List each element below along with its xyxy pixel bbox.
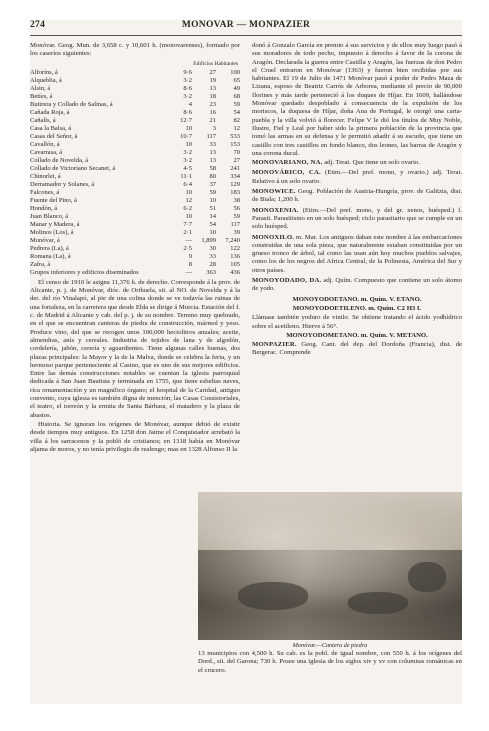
table-cell-dist: 9 — [188, 252, 192, 260]
table-cell-name: Casa la Balsa, á — [30, 124, 72, 132]
entry-head: MONOWICE. — [252, 188, 296, 196]
table-cell-dist: 10 — [185, 212, 192, 220]
table-cell-name: Cavallón, á — [30, 140, 60, 148]
table-cell-edif: 363 — [206, 268, 216, 276]
table-cell-name: Cañalís, á — [30, 116, 56, 124]
entry-head: MONOVARIANO, NA. — [252, 159, 323, 167]
table-cell-hab: 65 — [233, 76, 240, 84]
table-cell-dist: 6·2 — [183, 204, 192, 212]
table-cell-dist: 10 — [185, 140, 192, 148]
table-row — [30, 221, 240, 229]
table-cell-name: Falcones, á — [30, 188, 60, 196]
table-cell-hab: 129 — [230, 180, 240, 188]
entry-text: Geog. Cant. del dep. del Dordoña (Francia), dist. de Bergerac. Comprende — [252, 341, 463, 357]
table-cell-dist: 2·5 — [183, 244, 192, 252]
left-paragraph-1: El censo de 1910 le asigna 11,376 h. de derecho. Corresponde á la prov. de Alicante, p. j. de Monóvar, dióc. de Orihuela, sit. al NO. de Novelda y á la der. del río Vinalapó, al pie de una colina donde se ve todavía las ruinas de una fortaleza, en la carretera que desde Elda se dirige á Murcia. Estación del f. c. de Madrid á Alicante y cab. del p. j. de su nombre. Terreno muy quebrado, en el que se encuentran canteras de piedra de construcción, mármol y yeso. Produce vino, del que se recogen unos 100,000 hectolitros anuales; aceite, almendras, anís y cereales. Industria de tejidos de lana y de algodón, cordelería, jabón, cerería y aguardientes. Tiene algunas calles buenas, dos plazas principales: la Mayor y la de la Malva, donde se celebra la feria, y un hermoso parque perteneciente al Casino, que es uno de sus mejores edificios. Entre las demás construcciones notables se cuentan la iglesia parroquial dedicada á San Juan Bautista y terminada en 1755, que tiene esbeltas naves, rica ornamentación y un magnífico órgano; el hospital de la Caridad, antiguo convento, cuya iglesia es también digna de mención; las Casas Consistoriales, el teatro, el torreón y la ermita de Santa Bárbara, el matadero y la plaza de abastos. — [30, 278, 240, 419]
table-cell-name: Alqueblia, á — [30, 76, 62, 84]
table-cell-edif: 13 — [209, 148, 216, 156]
table-cell-edif: 59 — [209, 188, 216, 196]
dictionary-entry — [252, 169, 462, 186]
table-cell-hab: 136 — [230, 252, 240, 260]
entry-head: MONOVÁRICO, CA. — [252, 169, 321, 177]
table-cell-hab: 59 — [233, 212, 240, 220]
table-cell-edif: 18 — [209, 92, 216, 100]
table-cell-edif: 117 — [206, 132, 216, 140]
table-cell-edif: 28 — [209, 260, 216, 268]
table-row — [30, 213, 240, 221]
right-paragraph-1: donó á Gonzalo García en premio á sus servicios y de ellos muy luego pasó á sus moradores de todo pecho, impuesto á derecho á favor de la corona de Aragón. Declarada la guerra entre Castilla y Aragón, las fuerzas de don Pedro el Cruel entraron en Monóvar (1363) y fueron bien recibidas por sus habitantes. El 19 de Julio de 1471 Monóvar pasó á poder de Pedro Maza de Lizana, esposo de Beatriz Carrós de Arborea, mediante el precio de 90,000 florines y más tarde perteneció á los duques de Híjar. En 1609, hallándose Monóvar quedado despoblado á consecuencia de la expulsión de los moriscos, la duquesa de Híjar, doña Ana de Portugal, le otorgó una carta-puebla y la villa volvió á florecer. Felipe V le dió los títulos de Muy Noble, Ilustre, Fiel y Leal por haber sido la primera población de la provincia que tomó las armas en su defensa y le permitió añadir á su escudo, que tiene un castillo con tres castillos en fondo blanco, dos leones, las barras de Aragón y una corona ducal. — [252, 42, 462, 157]
table-cell-dist: 4·5 — [183, 164, 192, 172]
dictionary-entry — [252, 207, 462, 232]
table-cell-edif: 33 — [209, 252, 216, 260]
entry-head: MONPAZIER. — [252, 341, 297, 349]
table-cell-name: Juan Blanco, á — [30, 212, 69, 220]
table-cell-name: Collado de Novelda, á — [30, 156, 89, 164]
table-cell-dist: 3·2 — [183, 148, 192, 156]
table-cell-hab: 56 — [233, 204, 240, 212]
table-row — [30, 157, 240, 165]
table-cell-edif: 3 — [212, 124, 216, 132]
table-row — [30, 165, 240, 173]
table-cell-dist: 8·6 — [183, 108, 192, 116]
right-column — [252, 42, 462, 360]
table-cell-edif: 27 — [209, 68, 216, 76]
table-cell-hab: 100 — [230, 68, 240, 76]
table-cell-dist: 8·6 — [183, 84, 192, 92]
table-row — [30, 101, 240, 109]
table-cell-edif: 16 — [209, 108, 216, 116]
table-cell-edif: 21 — [209, 116, 216, 124]
entry-text: adj. Terat. Que tiene un solo ovario. — [324, 159, 420, 167]
table-row — [30, 261, 240, 269]
table-cell-name: Collado de Victoriano Secanet, á — [30, 164, 116, 172]
left-column — [30, 42, 240, 455]
table-cell-edif: 10 — [209, 228, 216, 236]
dictionary-entry — [252, 159, 462, 167]
table-cell-hab: 68 — [233, 92, 240, 100]
table-cell-hab: 105 — [230, 260, 240, 268]
entry-text: (Etim.—Del pref. mono, y ovario.) adj. Terat. Relativo á un solo ovario. — [252, 169, 462, 185]
table-row — [30, 237, 240, 245]
table-cell-dist: 3·2 — [183, 156, 192, 164]
dictionary-entries — [252, 159, 462, 293]
photo-detail — [408, 562, 446, 592]
table-cell-edif: 58 — [209, 164, 216, 172]
table-row — [30, 85, 240, 93]
dictionary-entry — [252, 341, 462, 358]
table-cell-edif: 13 — [209, 84, 216, 92]
table-cell-dist: 7·7 — [183, 220, 192, 228]
table-row — [30, 269, 240, 277]
table-row — [30, 69, 240, 77]
table-cell-name: Cavarrasa, á — [30, 148, 63, 156]
table-cell-dist: 10 — [185, 188, 192, 196]
table-cell-hab: 38 — [233, 196, 240, 204]
table-cell-hab: 27 — [233, 156, 240, 164]
table-cell-hab: 7,240 — [225, 236, 240, 244]
table-cell-name: Alforíns, á — [30, 68, 58, 76]
table-cell-dist: 6·4 — [183, 180, 192, 188]
table-row — [30, 181, 240, 189]
table-cell-name: Grupos inferiores y edificios diseminados — [30, 268, 139, 276]
table-cell-name: Casas del Señor, á — [30, 132, 78, 140]
entry-text: adj. Quím. Compuesto que contiene un solo átomo de yodo. — [252, 277, 462, 293]
table-cell-dist: 9·6 — [183, 68, 192, 76]
table-cell-hab: 153 — [230, 140, 240, 148]
table-cell-name: Betíes, á — [30, 92, 53, 100]
table-row — [30, 253, 240, 261]
table-cell-dist: — — [185, 236, 192, 244]
page-title: MONOVAR — MONPAZIER — [181, 20, 311, 30]
table-cell-edif: 30 — [209, 244, 216, 252]
table-cell-hab: 334 — [230, 172, 240, 180]
center-head: MONOYODOMETANO. m. Quím. V. METANO. — [286, 331, 428, 339]
table-cell-edif: 13 — [209, 156, 216, 164]
table-cell-hab: 183 — [230, 188, 240, 196]
bottom-text: 13 municipios con 4,500 h. Su cab. es la pobl. de igual nombre, con 550 h. á los orígenes del Dord., sit. del Garona; 730 h. Posee una iglesia de los siglos xiv y xv con columnas románicas en el crucero. — [198, 650, 462, 674]
table-cell-dist: 12·7 — [180, 116, 192, 124]
places-table — [30, 69, 240, 277]
table-cell-name: Chinorlet, á — [30, 172, 61, 180]
table-row — [30, 229, 240, 237]
table-cell-dist: 2·1 — [183, 228, 192, 236]
table-cell-dist: 10 — [185, 124, 192, 132]
table-cell-name: Cañada Roja, á — [30, 108, 70, 116]
table-cell-dist: 10·7 — [180, 132, 192, 140]
table-cell-edif: 54 — [209, 220, 216, 228]
photo-caption: Monóvar.—Cantera de piedra — [292, 642, 368, 649]
table-row — [30, 173, 240, 181]
dictionary-entry — [252, 234, 462, 275]
header-rule — [30, 35, 462, 36]
table-cell-name: Derramador y Solanes, á — [30, 180, 95, 188]
table-cell-edif: 37 — [209, 180, 216, 188]
table-row — [30, 77, 240, 85]
table-cell-name: Manar y Madera, á — [30, 220, 80, 228]
table-cell-name: Pedrera (La), á — [30, 244, 69, 252]
table-cell-dist: 3·2 — [183, 92, 192, 100]
center-head: MONOYODOETILENO. m. Quím. C2 H3 I. — [292, 304, 422, 312]
table-cell-edif: 1,899 — [201, 236, 216, 244]
entry-text: Geog. Población de Austria-Hungría, prov. de Galitzia, dist. de Biala; 1,200 h. — [252, 188, 463, 204]
table-row — [30, 149, 240, 157]
table-cell-edif: 23 — [209, 100, 216, 108]
table-row — [30, 205, 240, 213]
table-cell-hab: 59 — [233, 100, 240, 108]
table-header: Edificios Habitantes — [193, 60, 238, 67]
table-cell-edif: 10 — [209, 196, 216, 204]
table-cell-name: Molinos (Los), á — [30, 228, 74, 236]
table-row — [30, 245, 240, 253]
entry-text: m. Mar. Los antiguos daban este nombre á las embarcaciones construidas de una sola pieza, que naturalmente estaban constituidas por un grueso tronco de árbol, tal como las usan aún hoy muchos pueblos salvajes, como los de los negros del Africa Central, de la Polinesia, América del Sur y otros países. — [252, 233, 463, 274]
quarry-photo — [198, 492, 462, 640]
entry-text: (Etim.—Del pref. mono, y del gr. xenos, huésped.) f. Parasit. Parasitismo en un solo huésped; ciclo parasitario que se cumple en un solo huésped. — [252, 206, 462, 231]
entry-head: MONOXILO. — [252, 233, 295, 241]
table-cell-hab: 82 — [233, 116, 240, 124]
table-row — [30, 117, 240, 125]
left-paragraph-history: Historia. Se ignoran los orígenes de Monóvar, aunque debió de existir desde tiempos muy antiguos. En 1258 don Jaime el Conquistador arrebató la villa á los sarracenos y la pobló de cristianos; en 1318 había en Monóvar aljama de moros, y no tenía privilegio de realengo; mas en 1328 Alfonso II la — [30, 420, 240, 453]
after-center-text: Llámase también yoduro de vinilo. Se obtiene tratando el ácido yodhídrico sobre el acetileno. Hierve á 56°. — [252, 314, 462, 330]
table-cell-hab: 54 — [233, 108, 240, 116]
table-cell-dist: — — [185, 268, 192, 276]
table-cell-hab: 241 — [230, 164, 240, 172]
table-cell-hab: 533 — [230, 132, 240, 140]
photo-detail — [238, 582, 308, 610]
table-cell-hab: 49 — [233, 84, 240, 92]
table-row — [30, 133, 240, 141]
table-cell-hab: 436 — [230, 268, 240, 276]
table-cell-edif: 14 — [209, 212, 216, 220]
center-head: MONOYODOETANO. m. Quím. V. ETANO. — [292, 295, 422, 303]
table-cell-name: Romana (La), á — [30, 252, 71, 260]
page — [30, 20, 462, 704]
table-cell-dist: 3·2 — [183, 76, 192, 84]
table-cell-edif: 80 — [209, 172, 216, 180]
entry-head: MONOYODADO, DA. — [252, 277, 322, 285]
dictionary-entry — [252, 277, 462, 294]
table-cell-edif: 19 — [209, 76, 216, 84]
table-cell-dist: 11·1 — [180, 172, 192, 180]
page-header — [30, 20, 462, 34]
table-cell-dist: 8 — [188, 260, 192, 268]
table-cell-edif: 51 — [209, 204, 216, 212]
table-cell-hab: 70 — [233, 148, 240, 156]
table-row — [30, 197, 240, 205]
photo-detail — [348, 592, 408, 614]
table-cell-name: Fuente del Pino, á — [30, 196, 77, 204]
table-cell-name: Monóvar, á — [30, 236, 60, 244]
table-row — [30, 93, 240, 101]
table-cell-hab: 39 — [233, 228, 240, 236]
table-cell-name: Zafra, á — [30, 260, 51, 268]
table-row — [30, 189, 240, 197]
table-cell-hab: 122 — [230, 244, 240, 252]
table-cell-hab: 12 — [233, 124, 240, 132]
entry-head: MONOXENIA. — [252, 206, 299, 214]
table-row — [30, 125, 240, 133]
table-cell-name: Hondón, á — [30, 204, 58, 212]
table-cell-name: Alsin, á — [30, 84, 51, 92]
table-cell-name: Buitrera y Collado de Salinas, á — [30, 100, 113, 108]
page-number: 274 — [30, 20, 46, 30]
dictionary-entry — [252, 188, 462, 205]
intro-text: Monóvar. Geog. Mun. de 3,658 c. y 10,601 h. (monovarenses), formado por los caseríos siguientes: — [30, 42, 240, 58]
table-cell-hab: 117 — [230, 220, 240, 228]
table-cell-dist: 12 — [185, 196, 192, 204]
table-cell-edif: 33 — [209, 140, 216, 148]
table-cell-dist: 4 — [188, 100, 192, 108]
table-row — [30, 141, 240, 149]
table-row — [30, 109, 240, 117]
